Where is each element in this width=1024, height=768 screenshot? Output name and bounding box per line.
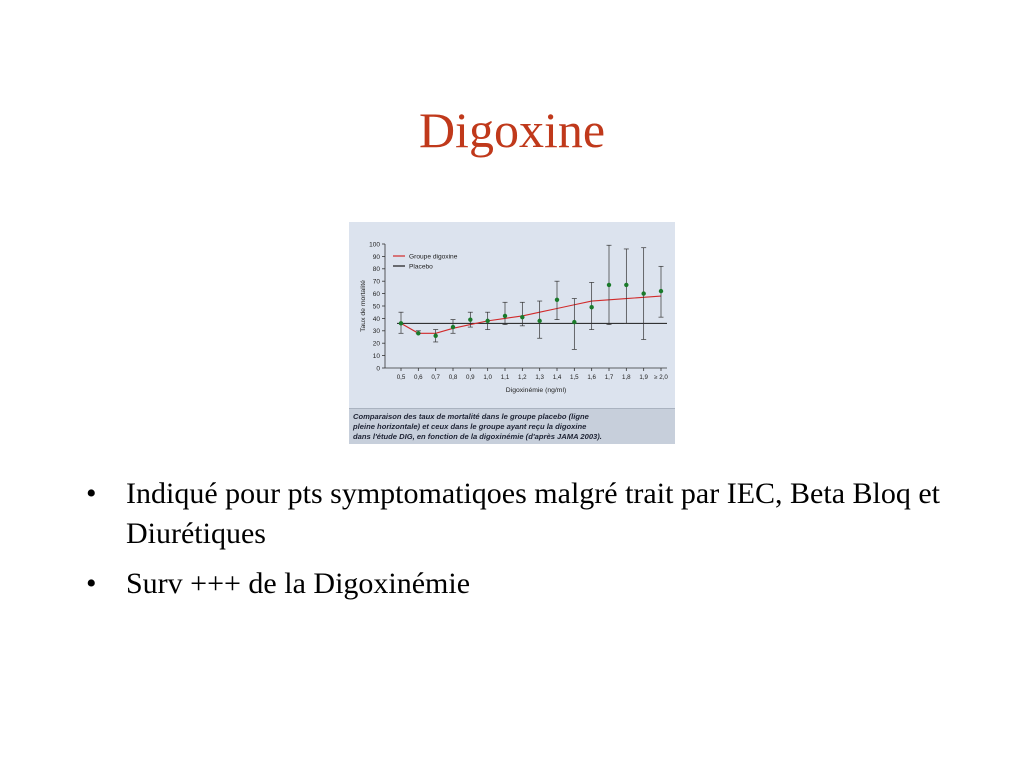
y-tick-label: 30 [372,328,380,336]
x-tick-label: 1,5 [570,374,579,381]
y-tick-label: 40 [372,315,380,323]
x-tick-label: 1,0 [483,374,492,381]
x-tick-label: 1,4 [552,374,562,381]
data-point [503,314,507,318]
legend-label-placebo: Placebo [409,263,433,271]
bullet-item [86,474,946,554]
data-point [555,298,559,302]
bullet-marker: • [86,567,97,600]
bullet-text: Indiqué pour pts symptomatiqoes malgré trait par IEC, Beta Bloq et Diurétiques [126,477,940,550]
data-point [572,320,576,324]
data-point [641,291,645,295]
x-tick-label: 1,3 [535,374,544,381]
x-tick-label: 0,6 [414,374,423,381]
caption-line: pleine horizontale) et ceux dans le groupe ayant reçu la digoxine [353,422,587,431]
y-tick-label: 60 [372,291,380,298]
x-tick-label: 1,6 [587,374,596,381]
caption-line: Comparaison des taux de mortalité dans le groupe placebo (ligne [353,412,589,421]
data-point [607,283,611,287]
y-tick-label: 70 [372,278,380,286]
y-tick-label: 90 [372,253,380,261]
y-tick-label: 0 [376,365,380,373]
figure-caption [349,408,675,444]
y-tick-label: 20 [372,340,380,348]
y-tick-label: 10 [372,353,380,360]
data-point [520,315,524,319]
data-point [416,331,420,335]
data-point [659,289,663,293]
bullet-marker: • [86,477,97,510]
x-tick-label: 0,9 [466,374,475,381]
x-tick-label: 1,9 [639,374,648,381]
y-axis-label: Taux de mortalité [360,280,367,332]
x-tick-label: 1,8 [622,374,631,381]
legend-label-digoxine: Groupe digoxine [409,253,458,261]
data-point [537,319,541,323]
digoxine-trend-line [401,296,661,333]
x-tick-label: 1,2 [518,374,527,381]
x-tick-label: 0,7 [431,374,440,381]
caption-line: dans l'étude DIG, en fonction de la digoxinémie (d'après JAMA 2003). [353,432,602,441]
x-tick-label: 1,7 [604,374,614,381]
bullet-item [86,564,946,604]
slide-title: Digoxine [418,102,606,158]
y-tick-label: 50 [372,303,380,311]
y-tick-label: 100 [369,241,380,249]
x-tick-label: 1,1 [500,374,510,381]
bullet-list [86,474,946,614]
x-tick-label: 0,5 [396,374,406,381]
data-point [433,334,437,338]
y-tick-label: 80 [372,266,380,274]
x-tick-label: ≥ 2,0 [654,374,668,381]
data-point [468,317,472,321]
data-point [399,321,403,325]
bullet-text: Surv +++ de la Digoxinémie [126,567,471,600]
chart-figure [349,222,675,444]
data-point [485,319,489,323]
mortality-chart [349,222,675,408]
x-axis-label: Digoxinémie (ng/ml) [505,387,567,394]
data-point [589,305,593,309]
data-point [624,283,628,287]
data-point [451,325,455,329]
x-tick-label: 0,8 [448,374,458,381]
